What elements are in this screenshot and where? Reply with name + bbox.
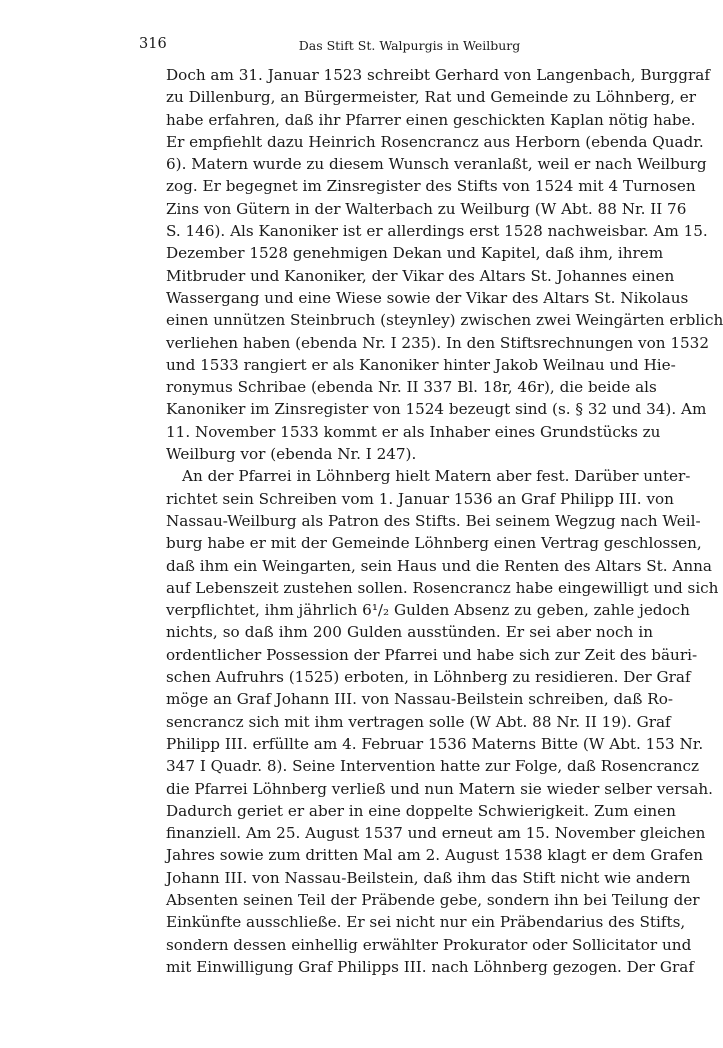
text-line: Wassergang und eine Wiese sowie der Vikar des Altars St. Nikolaus bbox=[166, 288, 689, 307]
text-line: ordentlicher Possession der Pfarrei und habe sich zur Zeit des bäuri- bbox=[166, 645, 698, 664]
page-number: 316 bbox=[139, 36, 167, 52]
text-line: habe erfahren, daß ihr Pfarrer einen geschickten Kaplan nötig habe. bbox=[166, 110, 696, 129]
text-line: ronymus Schribae (ebenda Nr. II 337 Bl. 18r, 46r), die beide als bbox=[166, 378, 657, 397]
text-line: An der Pfarrei in Löhnberg hielt Matern aber fest. Darüber unter- bbox=[182, 467, 691, 486]
text-line: S. 146). Als Kanoniker ist er allerdings erst 1528 nachweisbar. Am 15. bbox=[166, 222, 708, 241]
text-line: Einkünfte ausschließe. Er sei nicht nur ein Präbendarius des Stifts, bbox=[166, 913, 686, 932]
text-line: verpflichtet, ihm jährlich 6¹/₂ Gulden Absenz zu geben, zahle jedoch bbox=[166, 601, 690, 620]
text-line: und 1533 rangiert er als Kanoniker hinter Jakob Weilnau und Hie- bbox=[166, 355, 676, 374]
text-line: 11. November 1533 kommt er als Inhaber eines Grundstücks zu bbox=[166, 422, 661, 441]
text-line: Weilburg vor (ebenda Nr. I 247). bbox=[166, 445, 417, 464]
text-line: schen Aufruhrs (1525) erboten, in Löhnberg zu residieren. Der Graf bbox=[166, 668, 691, 687]
text-line: burg habe er mit der Gemeinde Löhnberg einen Vertrag geschlossen, bbox=[166, 534, 702, 553]
text-line: Jahres sowie zum dritten Mal am 2. August 1538 klagt er dem Grafen bbox=[166, 846, 704, 865]
text-line: mit Einwilligung Graf Philipps III. nach Löhnberg gezogen. Der Graf bbox=[166, 957, 694, 976]
text-line: Doch am 31. Januar 1523 schreibt Gerhard von Langenbach, Burggraf bbox=[166, 66, 710, 84]
text-line: Johann III. von Nassau-Beilstein, daß ihm das Stift nicht wie andern bbox=[166, 868, 691, 887]
text-line: auf Lebenszeit zustehen sollen. Rosencrancz habe eingewilligt und sich bbox=[166, 578, 719, 597]
text-line: zu Dillenburg, an Bürgermeister, Rat und Gemeinde zu Löhnberg, er bbox=[166, 88, 697, 107]
text-line: richtet sein Schreiben vom 1. Januar 1536 an Graf Philipp III. von bbox=[166, 489, 674, 508]
text-line: Mitbruder und Kanoniker, der Vikar des Altars St. Johannes einen bbox=[166, 266, 675, 285]
text-line: Dadurch geriet er aber in eine doppelte Schwierigkeit. Zum einen bbox=[166, 801, 676, 820]
text-line: Philipp III. erfüllte am 4. Februar 1536 Materns Bitte (W Abt. 153 Nr. bbox=[166, 734, 704, 753]
text-line: sondern dessen einhellig erwählter Prokurator oder Sollicitator und bbox=[166, 935, 692, 954]
text-line: möge an Graf Johann III. von Nassau-Beilstein schreiben, daß Ro- bbox=[166, 690, 673, 709]
text-line: sencrancz sich mit ihm vertragen solle (W Abt. 88 Nr. II 19). Graf bbox=[166, 712, 671, 731]
text-line: daß ihm ein Weingarten, sein Haus und die Renten des Altars St. Anna bbox=[166, 556, 712, 575]
body-text bbox=[166, 64, 723, 978]
text-line: die Pfarrei Löhnberg verließ und nun Matern sie wieder selber versah. bbox=[166, 779, 713, 798]
text-line: finanziell. Am 25. August 1537 und erneut am 15. November gleichen bbox=[166, 824, 706, 843]
text-line: zog. Er begegnet im Zinsregister des Stifts von 1524 mit 4 Turnosen bbox=[166, 177, 696, 196]
text-line: verliehen haben (ebenda Nr. I 235). In den Stiftsrechnungen von 1532 bbox=[166, 333, 709, 352]
text-line: 347 I Quadr. 8). Seine Intervention hatte zur Folge, daß Rosencrancz bbox=[166, 757, 699, 776]
text-line: Er empfiehlt dazu Heinrich Rosencrancz aus Herborn (ebenda Quadr. bbox=[166, 132, 704, 151]
text-line: Zins von Gütern in der Walterbach zu Weilburg (W Abt. 88 Nr. II 76 bbox=[166, 199, 687, 218]
text-line: Kanoniker im Zinsregister von 1524 bezeugt sind (s. § 32 und 34). Am bbox=[166, 400, 707, 419]
text-line: Nassau-Weilburg als Patron des Stifts. Bei seinem Wegzug nach Weil- bbox=[166, 511, 701, 530]
running-title: Das Stift St. Walpurgis in Weilburg bbox=[298, 38, 521, 53]
text-line: Absenten seinen Teil der Präbende gebe, sondern ihn bei Teilung der bbox=[166, 890, 700, 909]
text-line: Dezember 1528 genehmigen Dekan und Kapitel, daß ihm, ihrem bbox=[166, 244, 664, 263]
text-line: einen unnützen Steinbruch (steynley) zwischen zwei Weingärten erblich bbox=[166, 311, 723, 330]
text-line: 6). Matern wurde zu diesem Wunsch veranlaßt, weil er nach Weilburg bbox=[166, 155, 707, 174]
text-line: nichts, so daß ihm 200 Gulden ausstünden. Er sei aber noch in bbox=[166, 623, 653, 642]
